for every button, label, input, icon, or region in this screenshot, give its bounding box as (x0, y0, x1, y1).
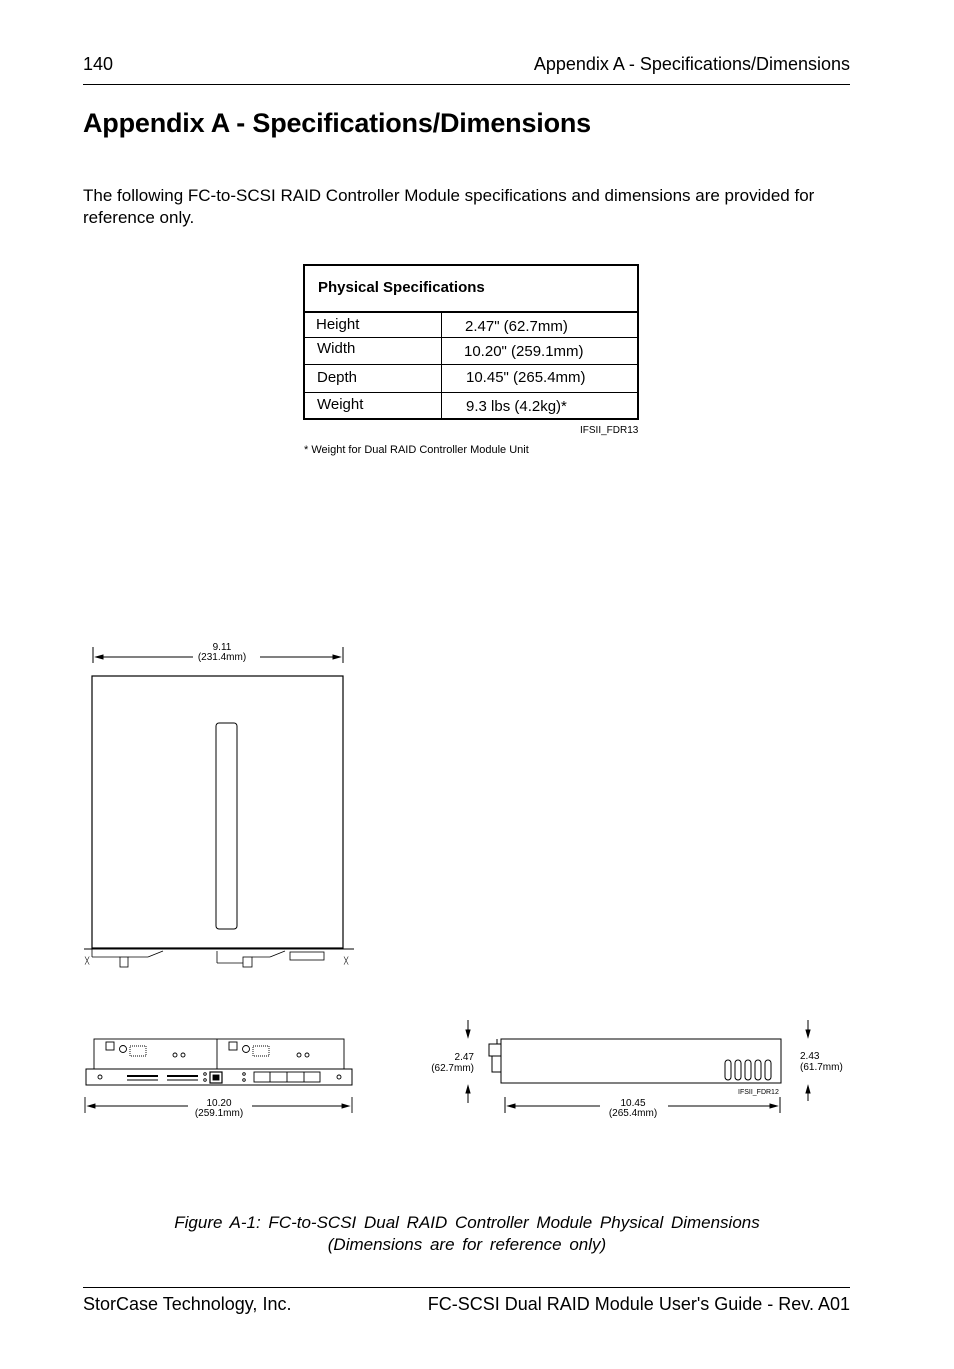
svg-text:╳: ╳ (344, 958, 349, 965)
footer-document-title: FC-SCSI Dual RAID Module User's Guide - Rev. A01 (427, 1294, 850, 1314)
side-rear-height-inches: 2.43 (800, 1051, 820, 1062)
table-figure-id: IFSII_FDR13 (580, 425, 639, 436)
row-value: 10.20" (259.1mm) (464, 343, 584, 360)
front-width-inches: 10.20 (206, 1098, 232, 1109)
side-depth-mm: (265.4mm) (608, 1108, 658, 1119)
row-divider (305, 337, 637, 338)
figure-caption-line1: Figure A-1: FC-to-SCSI Dual RAID Controller Module Physical Dimensions (174, 1213, 760, 1232)
row-label: Depth (317, 369, 358, 386)
top-view (84, 676, 354, 967)
footer-company: StorCase Technology, Inc. (83, 1294, 292, 1314)
side-height-mm: (62.7mm) (431, 1063, 474, 1074)
row-divider (305, 392, 637, 393)
row-label: Width (317, 340, 356, 357)
column-divider (441, 313, 442, 418)
header-rule (83, 84, 850, 85)
top-width-mm: (231.4mm) (197, 652, 247, 663)
footer-rule (83, 1287, 850, 1288)
side-height-inches: 2.47 (454, 1052, 474, 1063)
table-heading: Physical Specifications (318, 279, 485, 296)
drawing-figure-id: IFSII_FDR12 (738, 1089, 779, 1096)
intro-paragraph: The following FC-to-SCSI RAID Controller Module specifications and dimensions are provided for reference only. (83, 186, 815, 227)
figure-caption-line2: (Dimensions are for reference only) (327, 1235, 607, 1254)
table-heading-cell (305, 266, 637, 313)
page-title: Appendix A - Specifications/Dimensions (83, 108, 591, 138)
physical-specifications-table (303, 264, 639, 420)
row-value: 2.47" (62.7mm) (465, 318, 568, 335)
running-header: Appendix A - Specifications/Dimensions (533, 54, 850, 74)
row-divider (305, 364, 637, 365)
row-label: Weight (317, 396, 364, 413)
row-value: 10.45" (265.4mm) (466, 369, 586, 386)
page-number: 140 (83, 54, 114, 74)
side-depth-inches: 10.45 (620, 1098, 646, 1109)
row-label: Height (316, 316, 360, 333)
row-value: 9.3 lbs (4.2kg)* (466, 398, 567, 415)
side-rear-height-mm: (61.7mm) (800, 1062, 843, 1073)
svg-text:╳: ╳ (85, 958, 90, 965)
front-width-mm: (259.1mm) (194, 1108, 244, 1119)
table-footnote: * Weight for Dual RAID Controller Module Unit (304, 444, 529, 456)
dimension-drawing (0, 630, 954, 1130)
top-width-inches: 9.11 (212, 642, 232, 653)
